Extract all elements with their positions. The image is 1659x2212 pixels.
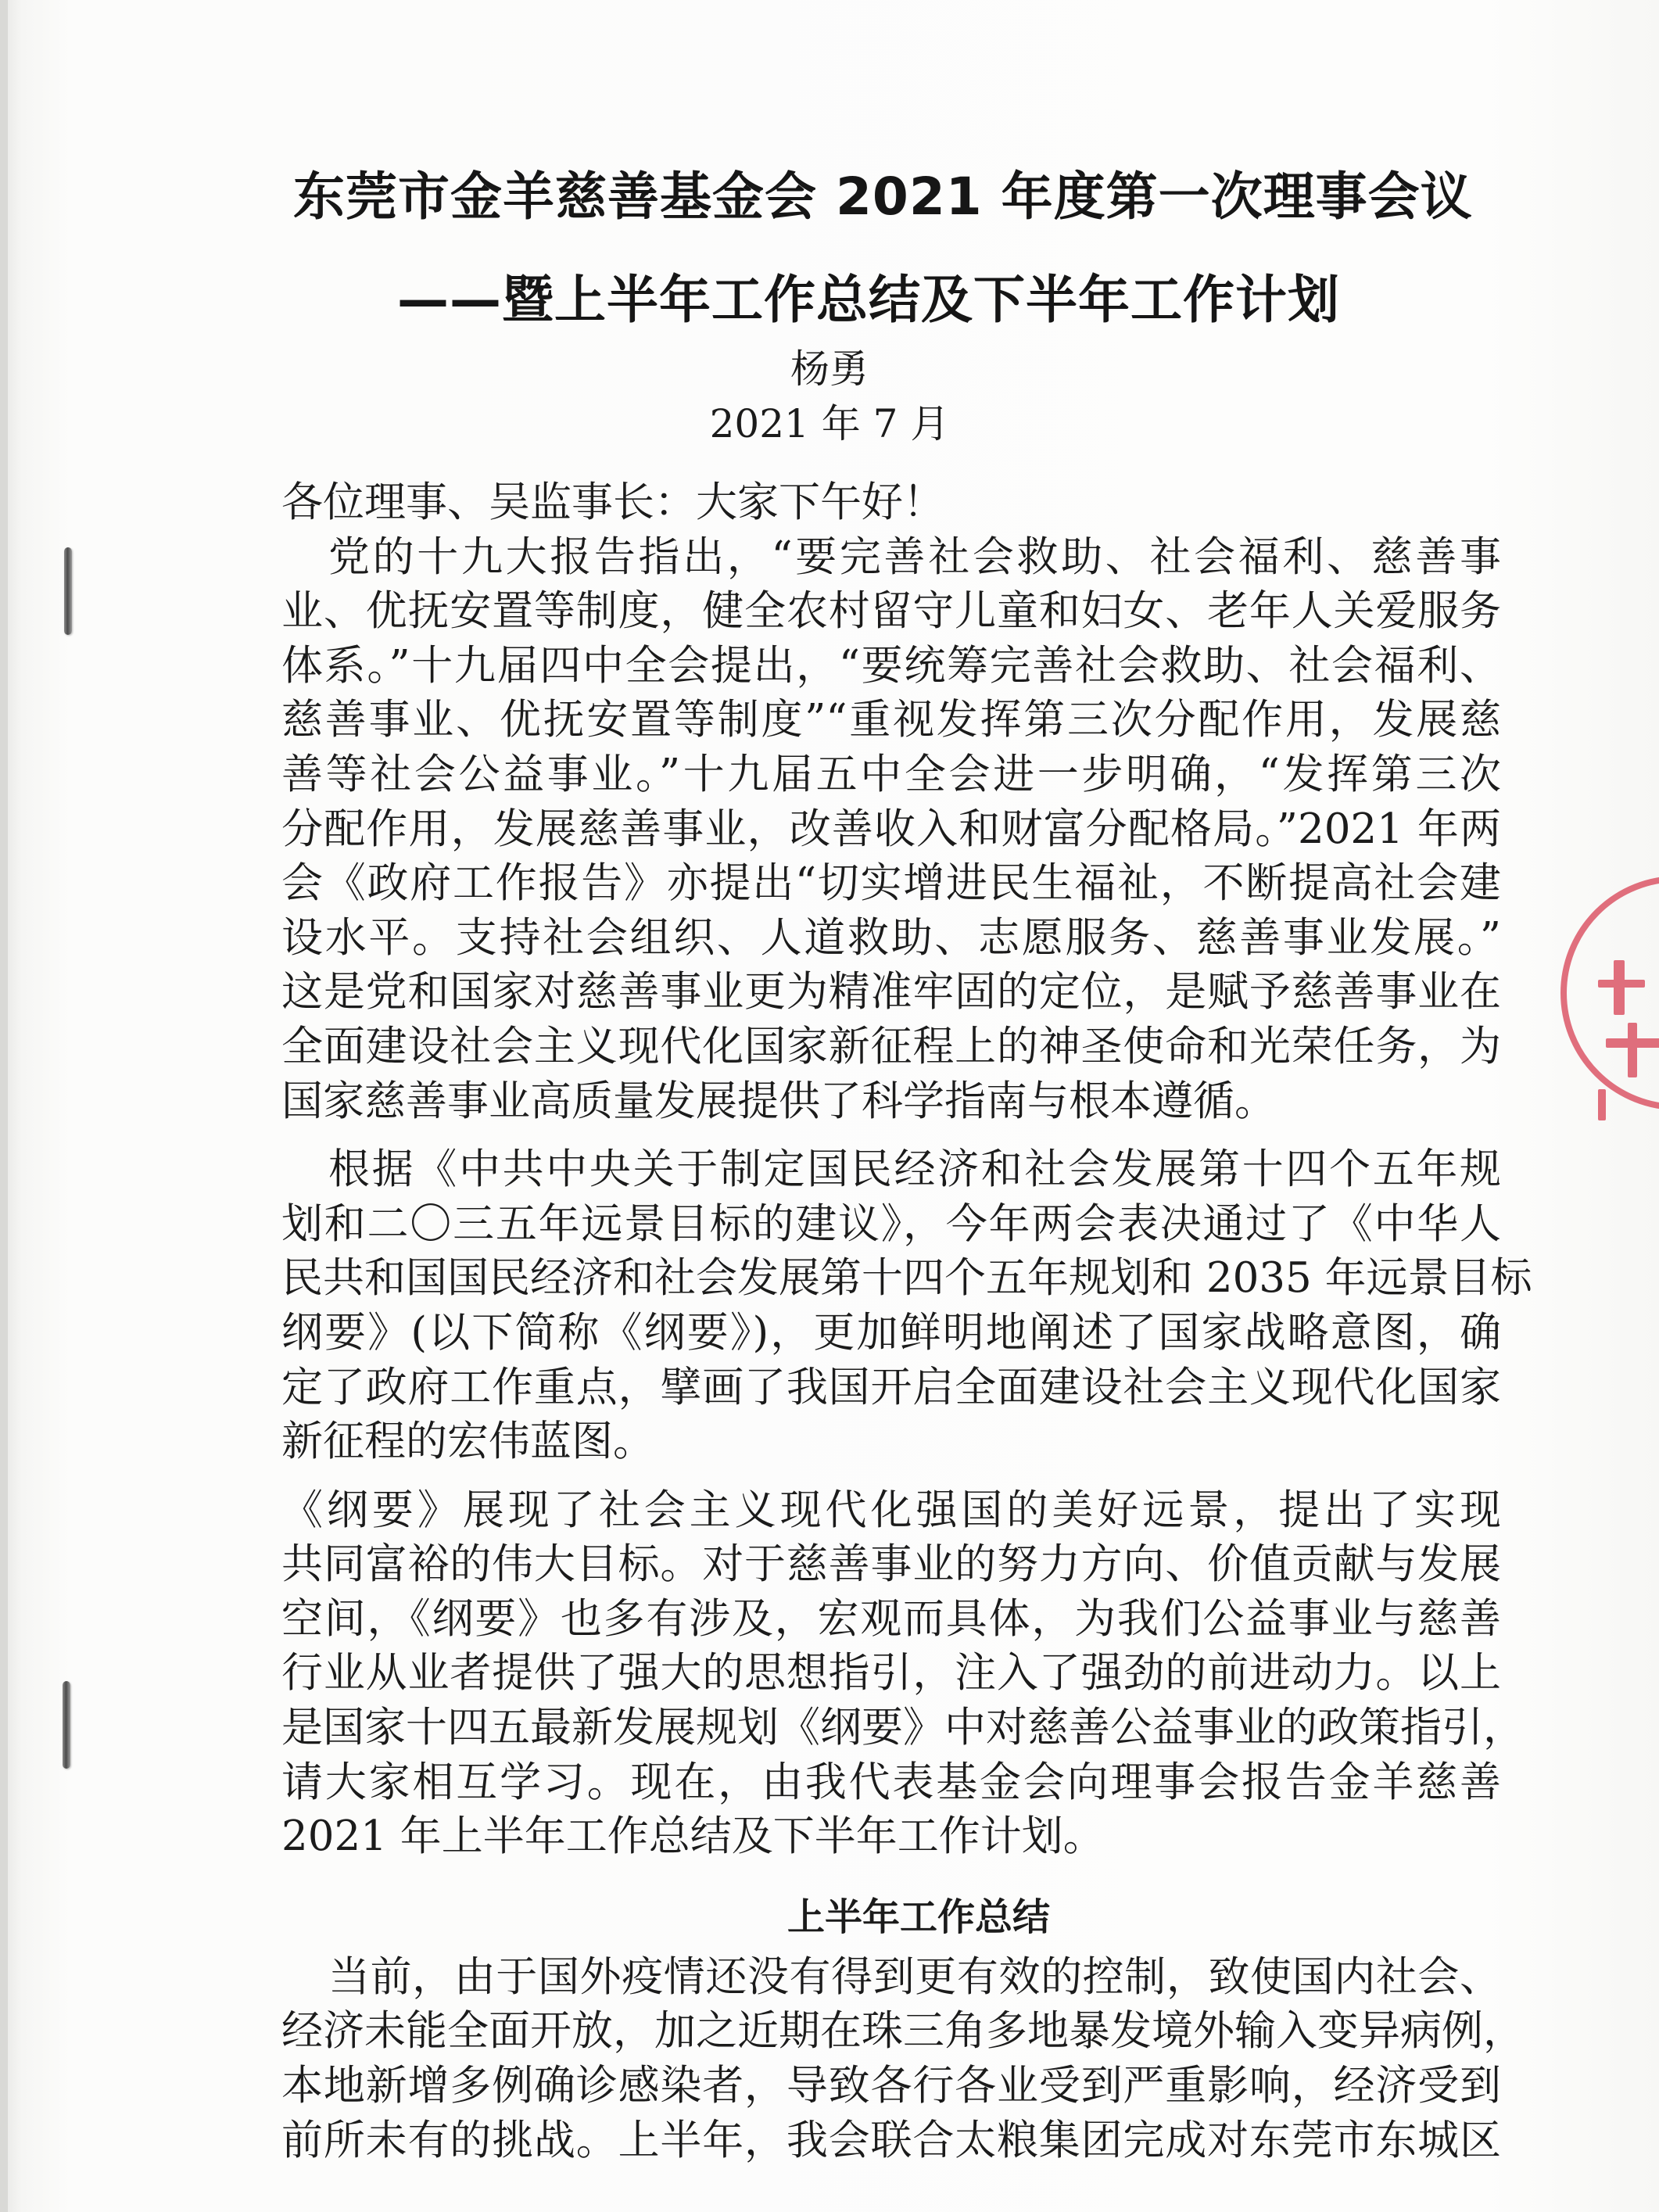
binding-staple-bottom (63, 1681, 70, 1769)
text-line: 会《政府工作报告》亦提出“切实增进民生福祉，不断提高社会建 (281, 859, 1501, 908)
text-line: 这是党和国家对慈善事业更为精准牢固的定位，是赋予慈善事业在 (281, 968, 1501, 1016)
text-line: 民共和国国民经济和社会发展第十四个五年规划和 2035 年远景目标 (281, 1254, 1532, 1303)
binding-staple-top (64, 547, 72, 635)
text-line: 全面建设社会主义现代化国家新征程上的神圣使命和光荣任务，为 (281, 1022, 1501, 1070)
paragraph-gap (281, 1128, 1501, 1142)
paragraph-gap (281, 1469, 1501, 1483)
text-line: 新征程的宏伟蓝图。 (281, 1418, 654, 1466)
document-body (281, 475, 1532, 2167)
text-line: 本地新增多例确诊感染者，导致各行各业受到严重影响，经济受到 (281, 2062, 1501, 2110)
text-line: 2021 年上半年工作总结及下半年工作计划。 (281, 1812, 1105, 1861)
section-heading: 上半年工作总结 (787, 1895, 1050, 1939)
text-line: 体系。”十九届四中全会提出，“要统筹完善社会救助、社会福利、 (281, 641, 1501, 690)
document-subtitle: ——暨上半年工作总结及下半年工作计划 (397, 270, 1340, 330)
text-line: 当前，由于国外疫情还没有得到更有效的控制，致使国内社会、 (328, 1952, 1501, 2001)
text-line: 行业从业者提供了强大的思想指引，注入了强劲的前进动力。以上 (281, 1649, 1501, 1698)
text-line: 请大家相互学习。现在，由我代表基金会向理事会报告金羊慈善 (281, 1758, 1501, 1806)
author-name: 杨勇 (790, 346, 869, 392)
text-line: 纲要》(以下简称《纲要》)，更加鲜明地阐述了国家战略意图，确 (281, 1308, 1501, 1357)
text-line: 根据《中共中央关于制定国民经济和社会发展第十四个五年规 (328, 1145, 1501, 1194)
text-line: 前所未有的挑战。上半年，我会联合太粮集团完成对东莞市东城区 (281, 2116, 1501, 2164)
text-line: 善等社会公益事业。”十九届五中全会进一步明确，“发挥第三次 (281, 750, 1501, 798)
text-line: 分配作用，发展慈善事业，改善收入和财富分配格局。”2021 年两 (281, 805, 1501, 853)
document-date: 2021 年 7 月 (709, 401, 950, 446)
paragraph-4 (281, 1950, 1525, 2167)
text-line: 慈善事业、优抚安置等制度”“重视发挥第三次分配作用，发展慈 (281, 696, 1501, 744)
text-line: 《纲要》展现了社会主义现代化强国的美好远景，提出了实现 (281, 1486, 1501, 1534)
text-line: 定了政府工作重点，擘画了我国开启全面建设社会主义现代化国家 (281, 1363, 1501, 1411)
text-line: 划和二〇三五年远景目标的建议》，今年两会表决通过了《中华人 (281, 1199, 1501, 1248)
document-title: 东莞市金羊慈善基金会 2021 年度第一次理事会议 (293, 167, 1473, 227)
text-line: 是国家十四五最新发展规划《纲要》中对慈善公益事业的政策指引， (281, 1704, 1525, 1752)
text-line: 国家慈善事业高质量发展提供了科学指南与根本遵循。 (281, 1077, 1276, 1125)
text-line: 经济未能全面开放，加之近期在珠三角多地暴发境外输入变异病例， (281, 2007, 1525, 2056)
text-line: 党的十九大报告指出，“要完善社会救助、社会福利、慈善事 (328, 532, 1501, 581)
section-gap (281, 1864, 1501, 1884)
text-line: 共同富裕的伟大目标。对于慈善事业的努力方向、价值贡献与发展 (281, 1540, 1501, 1589)
seal-marks (1590, 945, 1659, 1101)
paragraph-3 (281, 1483, 1525, 1864)
text-line: 业、优抚安置等制度，健全农村留守儿童和妇女、老年人关爱服务 (281, 587, 1501, 636)
greeting-line: 各位理事、吴监事长：大家下午好！ (281, 479, 944, 526)
text-line: 空间，《纲要》也多有涉及，宏观而具体，为我们公益事业与慈善 (281, 1594, 1501, 1643)
text-line: 设水平。支持社会组织、人道救助、志愿服务、慈善事业发展。” (281, 913, 1501, 962)
paragraph-1 (281, 530, 1501, 1129)
paragraph-2 (281, 1142, 1532, 1469)
paper-left-edge (0, 0, 8, 2212)
